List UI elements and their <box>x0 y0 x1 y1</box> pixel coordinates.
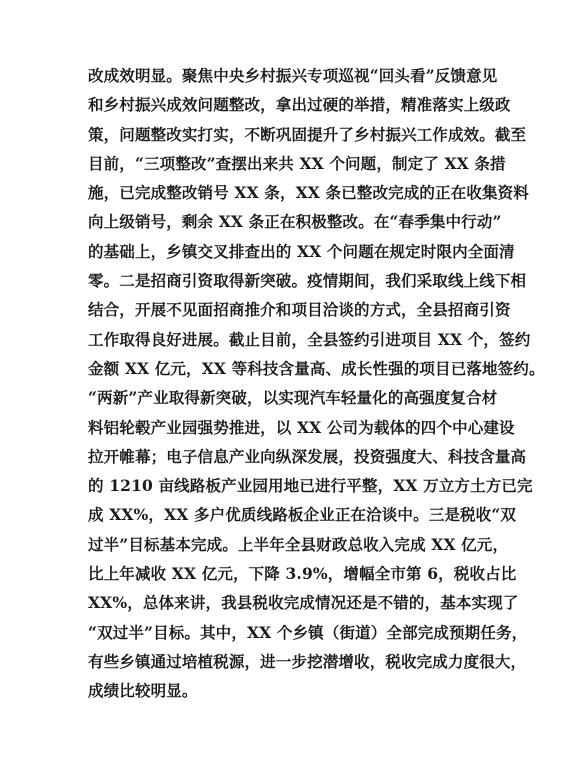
text-line: 策，问题整改实打实，不断巩固提升了乡村振兴工作成效。截至 <box>88 124 527 144</box>
text-line: 成绩比较明显。 <box>88 681 198 701</box>
text-line: 的 1210 亩线路板产业园用地已进行平整，XX 万立方土方已完 <box>88 476 533 496</box>
text-line: “两新”产业取得新突破，以实现汽车轻量化的高强度复合材 <box>88 388 498 408</box>
text-line: 拉开帷幕；电子信息产业向纵深发展，投资强度大、科技含量高 <box>88 446 527 466</box>
body-paragraph <box>88 61 545 706</box>
text-line: 比上年减收 XX 亿元，下降 3.9%，增幅全市第 6，税收占比 <box>88 564 517 584</box>
text-line: 改成效明显。聚焦中央乡村振兴专项巡视“回头看”反馈意见 <box>88 66 498 85</box>
text-line: XX%，总体来讲，我县税收完成情况还是不错的，基本实现了 <box>88 593 519 613</box>
text-line: 的基础上，乡镇交叉排查出的 XX 个问题在规定时限内全面清 <box>88 241 515 261</box>
text-line: 和乡村振兴成效问题整改，拿出过硬的举措，精准落实上级政 <box>88 95 511 115</box>
text-line: 施，已完成整改销号 XX 条，XX 条已整改完成的正在收集资料 <box>88 183 529 203</box>
text-line: 零。二是招商引资取得新突破。疫情期间，我们采取线上线下相 <box>88 271 527 291</box>
text-line: 成 XX%，XX 多户优质线路板企业正在洽谈中。三是税收“双 <box>88 505 517 525</box>
text-line: “双过半”目标。其中，XX 个乡镇（街道）全部完成预期任务， <box>88 622 528 642</box>
text-line: 目前，“三项整改”查摆出来共 XX 个问题，制定了 XX 条措 <box>88 153 506 173</box>
text-line: 过半”目标基本完成。上半年全县财政总收入完成 XX 亿元， <box>88 534 509 554</box>
text-line: 向上级销号，剩余 XX 条正在积极整改。在“春季集中行动” <box>88 212 502 232</box>
text-line: 工作取得良好进展。截止目前，全县签约引进项目 XX 个，签约 <box>88 329 531 349</box>
text-line: 有些乡镇通过培植税源，进一步挖潜增收，税收完成力度很大， <box>88 651 527 671</box>
text-line: 料铝轮毂产业园强势推进，以 XX 公司为载体的四个中心建设 <box>88 417 515 437</box>
text-line: 结合，开展不见面招商推介和项目洽谈的方式，全县招商引资 <box>88 300 511 320</box>
text-line: 金额 XX 亿元，XX 等科技含量高、成长性强的项目已落地签约。 <box>88 358 545 378</box>
